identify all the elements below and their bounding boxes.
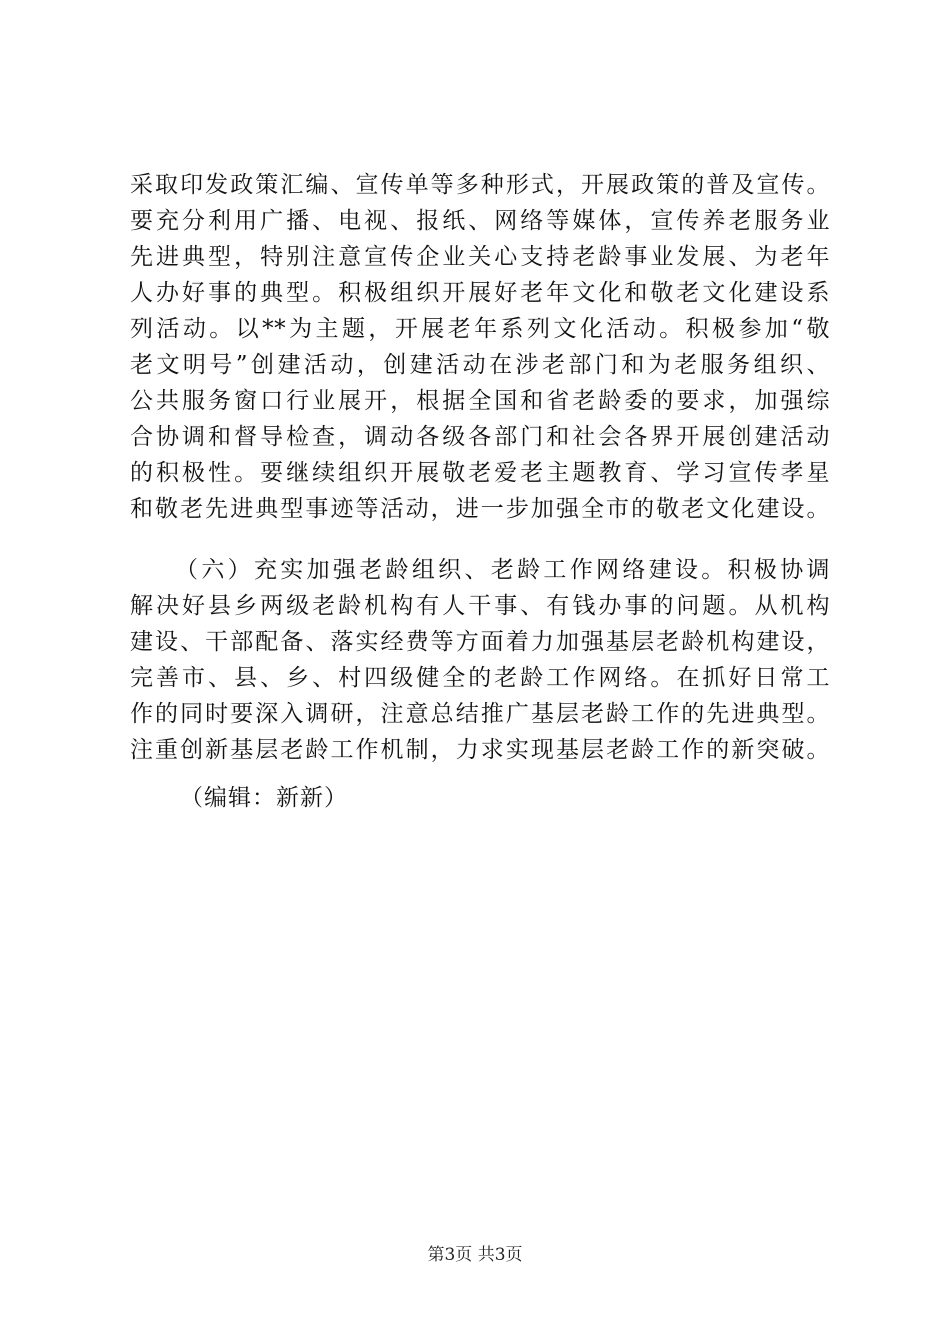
paragraph-line: 公共服务窗口行业展开，根据全国和省老龄委的要求，加强综	[130, 388, 830, 414]
paragraph-line: 先进典型，特别注意宣传企业关心支持老龄事业发展、为老年	[130, 244, 830, 270]
paragraph-line: 和敬老先进典型事迹等活动，进一步加强全市的敬老文化建设。	[130, 496, 830, 522]
editor-note: （编辑：新新）	[180, 785, 348, 811]
paragraph-line: 老文明号”创建活动，创建活动在涉老部门和为老服务组织、	[130, 352, 830, 378]
paragraph-line: 采取印发政策汇编、宣传单等多种形式，开展政策的普及宣传。	[130, 172, 830, 198]
paragraph-line: （六）充实加强老龄组织、老龄工作网络建设。积极协调	[175, 557, 830, 583]
page-footer: 第3页 共3页	[427, 1245, 523, 1265]
paragraph-line: 列活动。以**为主题，开展老年系列文化活动。积极参加“敬	[130, 316, 830, 342]
paragraph-line: 要充分利用广播、电视、报纸、网络等媒体，宣传养老服务业	[130, 208, 830, 234]
paragraph-line: 人办好事的典型。积极组织开展好老年文化和敬老文化建设系	[130, 280, 830, 306]
paragraph-line: 建设、干部配备、落实经费等方面着力加强基层老龄机构建设，	[130, 629, 830, 655]
paragraph-line: 完善市、县、乡、村四级健全的老龄工作网络。在抓好日常工	[130, 665, 830, 691]
paragraph-line: 注重创新基层老龄工作机制，力求实现基层老龄工作的新突破。	[130, 737, 830, 763]
paragraph-line: 作的同时要深入调研，注意总结推广基层老龄工作的先进典型。	[130, 701, 830, 727]
paragraph-line: 的积极性。要继续组织开展敬老爱老主题教育、学习宣传孝星	[130, 460, 830, 486]
paragraph-line: 解决好县乡两级老龄机构有人干事、有钱办事的问题。从机构	[130, 593, 830, 619]
paragraph-line: 合协调和督导检查，调动各级各部门和社会各界开展创建活动	[130, 424, 830, 450]
